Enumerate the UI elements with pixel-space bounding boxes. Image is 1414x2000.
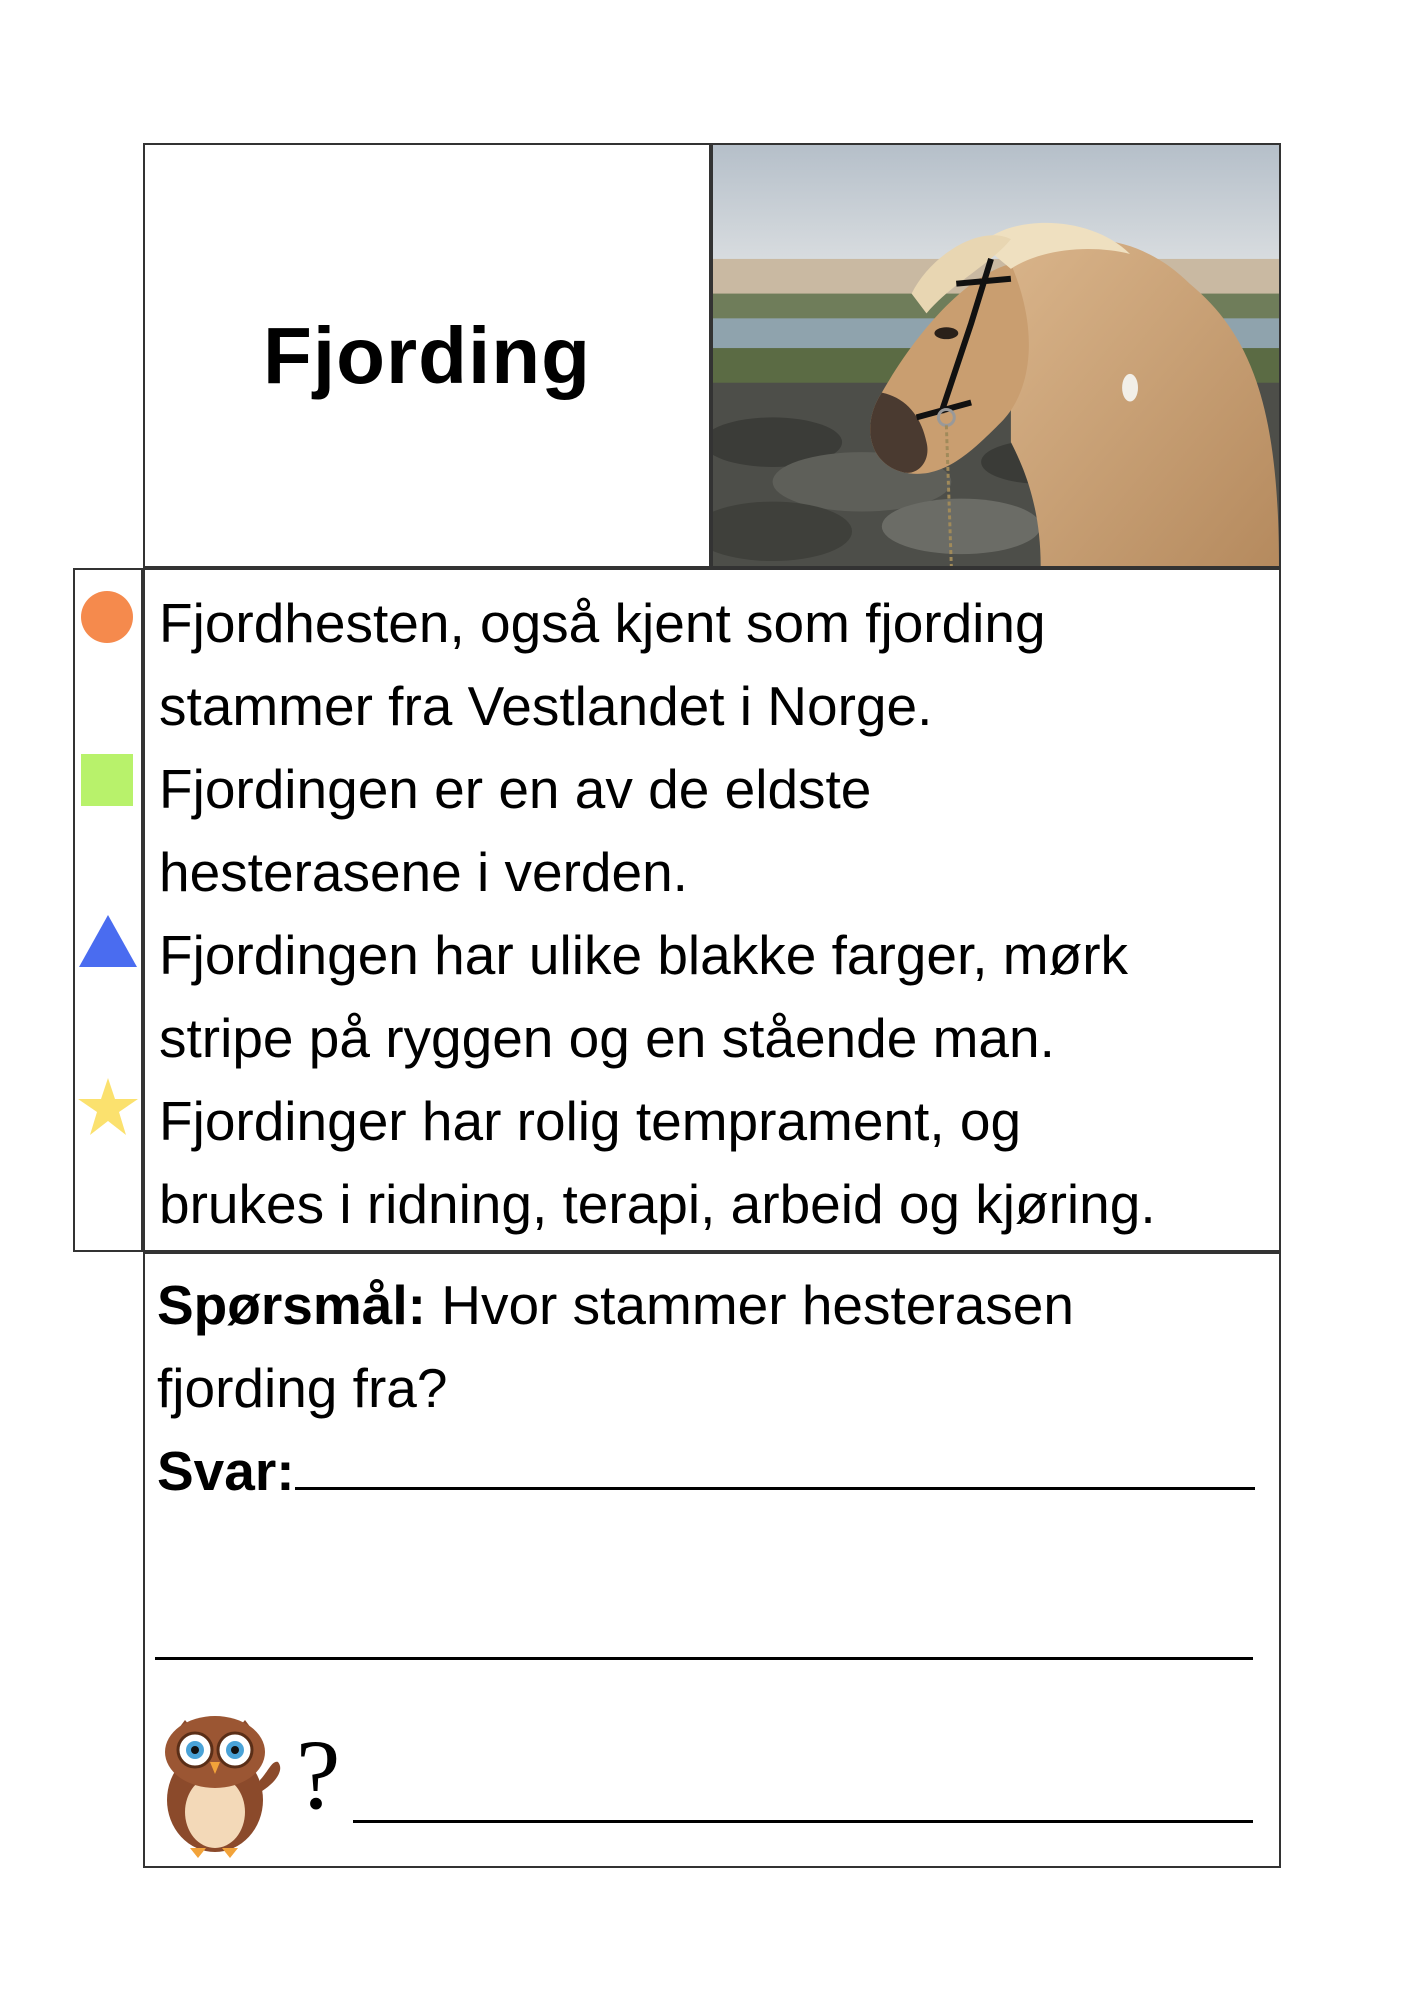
fact-line: brukes i ridning, terapi, arbeid og kjøring. bbox=[159, 1173, 1156, 1235]
question-line-1 bbox=[157, 1264, 1267, 1347]
fact-line: stammer fra Vestlandet i Norge. bbox=[159, 675, 933, 737]
answer-blank-1[interactable] bbox=[295, 1487, 1255, 1490]
answer-line-1 bbox=[157, 1430, 1267, 1513]
title-cell bbox=[143, 143, 711, 568]
facts-cell bbox=[143, 568, 1281, 1252]
horse-photo bbox=[711, 143, 1281, 568]
symbol-column bbox=[73, 568, 143, 1252]
question-label: Spørsmål: bbox=[157, 1274, 426, 1336]
question-mark: ? bbox=[296, 1719, 341, 1830]
square-icon bbox=[81, 754, 133, 806]
fact-line: Fjordingen har ulike blakke farger, mørk bbox=[159, 924, 1129, 986]
fact-line: Fjordingen er en av de eldste bbox=[159, 758, 872, 820]
answer-blank-2[interactable] bbox=[155, 1657, 1253, 1660]
question-line-2: fjording fra? bbox=[157, 1357, 448, 1419]
star-icon bbox=[77, 1078, 139, 1136]
page-title: Fjording bbox=[263, 310, 591, 400]
answer-blank-3[interactable] bbox=[353, 1820, 1253, 1823]
fact-line: stripe på ryggen og en stående man. bbox=[159, 1007, 1055, 1069]
fact-line: Fjordinger har rolig temprament, og bbox=[159, 1090, 1022, 1152]
horse-photo-image bbox=[713, 145, 1279, 566]
fact-line: hesterasene i verden. bbox=[159, 841, 688, 903]
answer-label: Svar: bbox=[157, 1440, 295, 1502]
circle-icon bbox=[80, 590, 134, 644]
owl-icon bbox=[160, 1700, 290, 1860]
question-text: Hvor stammer hesterasen bbox=[425, 1274, 1074, 1336]
triangle-icon bbox=[79, 915, 137, 967]
fact-line: Fjordhesten, også kjent som fjording bbox=[159, 592, 1046, 654]
